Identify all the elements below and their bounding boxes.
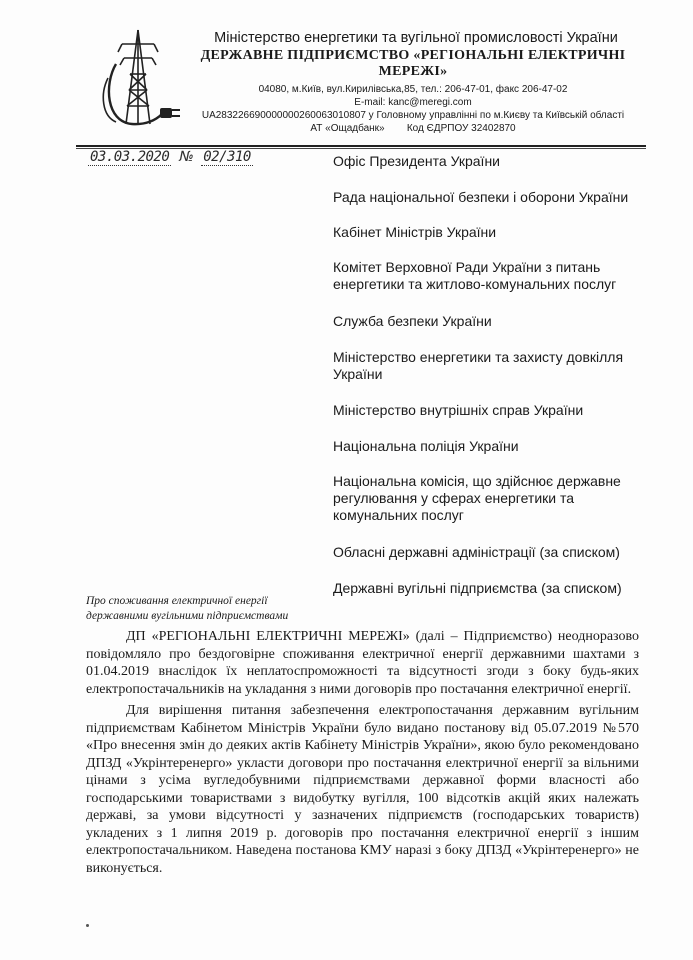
body-paragraph: Для вирішення питання забезпечення електропостачання державним вугільним підприємствам Кабінетом Міністрів України було видано постанову від 05.07.2019 №570 «Про внесення змін до деяких актів Кабінету Міністрів України», якою було рекомендовано ДПЗД «Укрінтеренерго» укласти договори про постачання електричної енергії за вільними цінами з усіма вугледобувними підприємствами державної форми власності або господарськими товариствами з видобутку вугілля, 100 відсотків акцій яких належать державі, за умови відсутності у зазначених підприємств (господарських товариств) укладених з 1 липня 2019 р. договорів про постачання електричної енергії з іншим електропостачальником. Наведена постанова КМУ наразі з боку ДПЗД «Укрінтеренерго» не виконується.	[86, 703, 639, 876]
addressee: Обласні державні адміністрації (за списком)	[333, 544, 620, 560]
bank-account: UA283226690000000260063010807 у Головному управлінні по м.Києву та Київській області	[201, 110, 625, 121]
company-address: 04080, м.Київ, вул.Кирилівська,85, тел.: 206-47-01, факс 206-47-02	[258, 84, 568, 95]
letter-subject: Про споживання електричної енергії державними вугільними підприємствами	[86, 595, 289, 622]
registration-number: 02/310	[203, 149, 251, 165]
addressee: Національна комісія, що здійснює державне регулювання у сферах енергетики та комунальних послуг	[333, 473, 621, 523]
ministry-name: Міністерство енергетики та вугільної промисловості України	[214, 30, 618, 46]
letter-body	[86, 628, 639, 877]
addressee: Державні вугільні підприємства (за списком)	[333, 580, 622, 596]
body-paragraph: ДП «РЕГІОНАЛЬНІ ЕЛЕКТРИЧНІ МЕРЕЖІ» (далі – Підприємство) неодноразово повідомляло про бездоговірне споживання електричної енергії державними шахтами з 01.04.2019 внаслідок їх неплатоспроможності та відсутності згоди з боку будь-яких електропостачальників на укладання з ними договорів про постачання електричної енергії.	[86, 629, 639, 697]
addressee: Національна поліція України	[333, 438, 519, 454]
addressee: Кабінет Міністрів України	[333, 224, 497, 240]
addressee: Міністерство внутрішніх справ України	[333, 402, 584, 418]
header-rule	[76, 145, 646, 147]
bank-details: АТ «Ощадбанк» Код ЄДРПОУ 32402870	[310, 123, 516, 134]
page-mark	[86, 924, 89, 927]
registration-date: 03.03.2020	[90, 149, 170, 165]
addressee: Офіс Президента України	[333, 153, 500, 169]
addressee: Рада національної безпеки і оборони України	[333, 189, 629, 205]
addressee: Міністерство енергетики та захисту довкілля України	[333, 349, 624, 382]
power-tower-logo	[96, 24, 186, 134]
addressee: Комітет Верховної Ради України з питань енергетики та житлово-комунальних послуг	[333, 259, 617, 292]
addressee: Служба безпеки України	[333, 313, 492, 329]
registration-number-label: №	[179, 149, 194, 165]
registration-stamp	[88, 149, 253, 165]
company-email: E-mail: kanc@meregi.com	[354, 97, 472, 108]
letterhead	[178, 30, 648, 134]
company-name: ДЕРЖАВНЕ ПІДПРИЄМСТВО «РЕГІОНАЛЬНІ ЕЛЕКТРИЧНІ МЕРЕЖІ»	[200, 48, 626, 79]
